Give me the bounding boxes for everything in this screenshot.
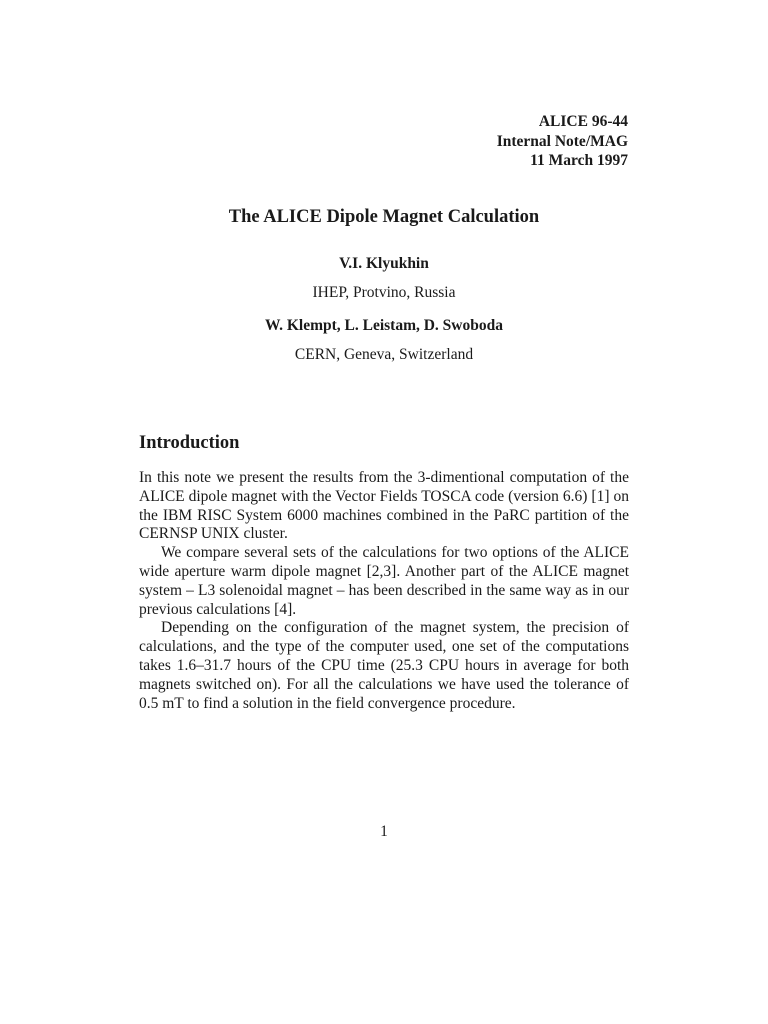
paragraph: In this note we present the results from the 3-dimentional computation of the ALICE dipole magnet with the Vector Fields TOSCA code (version 6.6) [1] on the IBM RISC System 6000 machines combined in the PaRC partition of the CERNSP UNIX cluster. xyxy=(139,469,629,543)
author-names: W. Klempt, L. Leistam, D. Swoboda xyxy=(265,317,503,334)
section-body xyxy=(139,469,629,713)
report-date: 11 March 1997 xyxy=(530,152,628,169)
author-affiliation: IHEP, Protvino, Russia xyxy=(312,284,456,301)
page-number: 1 xyxy=(380,823,388,840)
paper-title: The ALICE Dipole Magnet Calculation xyxy=(228,207,540,227)
report-header xyxy=(497,112,628,171)
note-type: Internal Note/MAG xyxy=(496,132,628,150)
section-heading: Introduction xyxy=(139,433,240,453)
report-number: ALICE 96-44 xyxy=(538,113,628,130)
paragraph: We compare several sets of the calculations for two options of the ALICE wide aperture warm dipole magnet [2,3]. Another part of the ALICE magnet system – L3 solenoidal magnet – has been described in the same way as in our previous calculations [4]. xyxy=(139,544,629,618)
paragraph: Depending on the configuration of the magnet system, the precision of calculations, and the type of the computer used, one set of the computations takes 1.6–31.7 hours of the CPU time (25.3 CPU hours in average for both magnets switched on). For all the calculations we have used the tolerance of 0.5 mT to find a solution in the field convergence procedure. xyxy=(139,619,629,712)
author-affiliation: CERN, Geneva, Switzerland xyxy=(294,346,474,363)
author-names: V.I. Klyukhin xyxy=(339,255,429,272)
